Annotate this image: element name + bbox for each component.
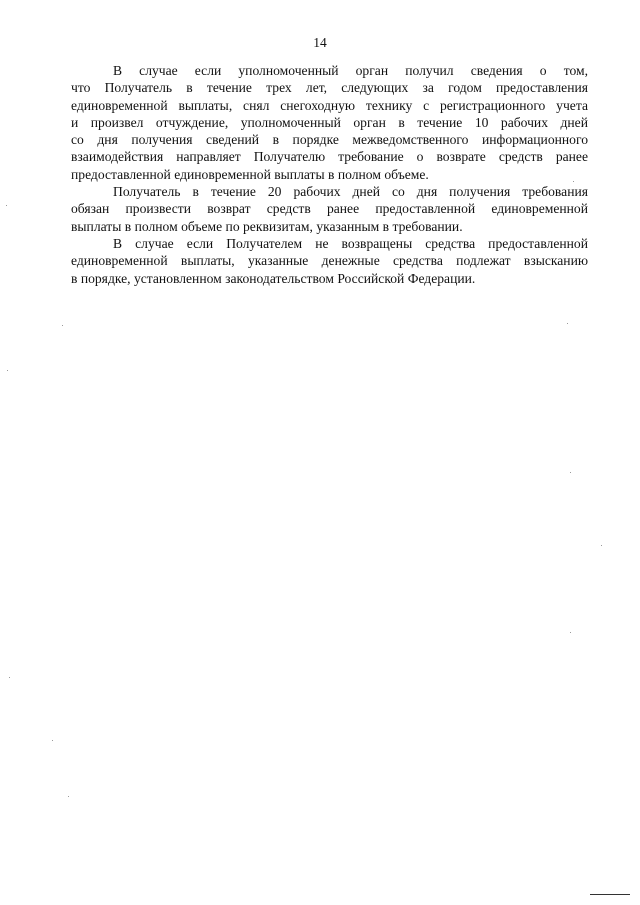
- scan-speck: [7, 370, 8, 371]
- paragraph-2: [71, 183, 588, 235]
- text-line: единовременной выплаты, указанные денежные средства подлежат взысканию: [71, 253, 588, 269]
- text-line: и произвел отчуждение, уполномоченный орган в течение 10 рабочих дней: [71, 114, 588, 130]
- scan-speck: [68, 796, 69, 797]
- body-text: [71, 62, 588, 287]
- paragraph-3: [71, 235, 588, 287]
- text-line: что Получатель в течение трех лет, следующих за годом предоставления: [71, 80, 588, 96]
- text-line: Получатель в течение 20 рабочих дней со дня получения требования: [113, 184, 588, 200]
- scan-speck: [570, 632, 571, 633]
- scan-speck: [6, 205, 7, 206]
- scan-speck: [9, 677, 10, 678]
- page-number: 14: [313, 35, 327, 50]
- footer-rule: [590, 894, 630, 895]
- scan-speck: [52, 740, 53, 741]
- text-line: в порядке, установленном законодательством Российской Федерации.: [71, 270, 476, 286]
- scan-speck: [573, 181, 574, 182]
- text-line: со дня получения сведений в порядке межведомственного информационного: [71, 132, 588, 148]
- text-line: выплаты в полном объеме по реквизитам, указанным в требовании.: [71, 218, 463, 234]
- text-line: обязан произвести возврат средств ранее предоставленной единовременной: [71, 201, 588, 217]
- scan-speck: [567, 323, 568, 324]
- scan-speck: [601, 545, 602, 546]
- scan-speck: [62, 325, 63, 326]
- paragraph-1: [71, 62, 588, 183]
- text-line: В случае если уполномоченный орган получил сведения о том,: [113, 63, 588, 78]
- scan-speck: [570, 472, 571, 473]
- text-line: В случае если Получателем не возвращены средства предоставленной: [113, 235, 588, 251]
- text-line: предоставленной единовременной выплаты в полном объеме.: [71, 166, 429, 182]
- text-line: единовременной выплаты, снял снегоходную технику с регистрационного учета: [71, 97, 588, 113]
- text-line: взаимодействия направляет Получателю требование о возврате средств ранее: [71, 149, 588, 165]
